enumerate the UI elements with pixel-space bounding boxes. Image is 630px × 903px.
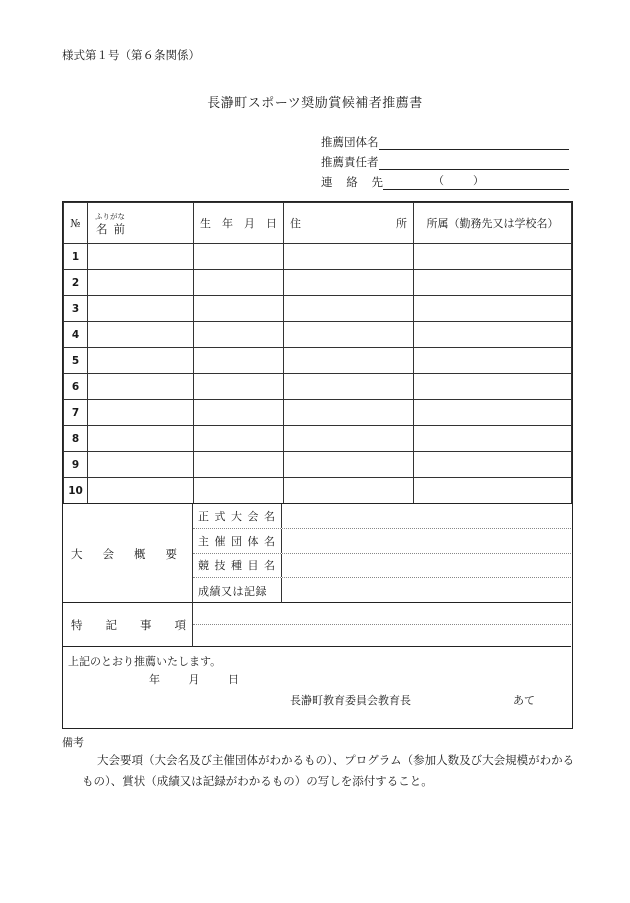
header-affiliation: 所属（勤務先又は学校名） — [414, 203, 572, 244]
address-cell[interactable] — [284, 348, 414, 374]
table-row — [64, 374, 572, 400]
table-row — [64, 400, 572, 426]
label-char: 名 — [264, 559, 275, 573]
document-title: 長瀞町スポーツ奨励賞候補者推薦書 — [207, 96, 423, 111]
day-char: 日 — [228, 673, 239, 686]
name-cell[interactable] — [88, 452, 194, 478]
label-char: 種 — [231, 559, 242, 573]
affiliation-cell[interactable] — [414, 270, 572, 296]
row-number: 8 — [64, 426, 88, 452]
header-no: № — [64, 203, 88, 244]
affiliation-cell[interactable] — [414, 348, 572, 374]
responsible-person-row — [321, 150, 569, 170]
address-cell[interactable] — [284, 452, 414, 478]
table-row — [64, 270, 572, 296]
event-label-char: 概 — [134, 546, 146, 561]
special-notes-field[interactable] — [193, 624, 571, 625]
label-char: 主 — [198, 534, 209, 548]
label-char: 正 — [198, 509, 209, 523]
sport-name-row — [193, 554, 571, 579]
special-notes-section — [63, 603, 571, 647]
special-notes-label — [63, 603, 193, 647]
address-cell[interactable] — [284, 296, 414, 322]
dob-cell[interactable] — [194, 374, 284, 400]
label-char: 競 — [198, 559, 209, 573]
table-row — [64, 244, 572, 270]
dob-cell[interactable] — [194, 478, 284, 504]
notes-label-char: 項 — [174, 618, 186, 632]
form-number: 様式第１号（第６条関係） — [62, 48, 200, 62]
address-cell[interactable] — [284, 322, 414, 348]
label-char: 式 — [214, 509, 226, 523]
name-cell[interactable] — [88, 270, 194, 296]
affiliation-cell[interactable] — [414, 400, 572, 426]
addressee: 長瀞町教育委員会教育長 — [290, 694, 411, 707]
table-header-row — [64, 203, 572, 244]
notes-label-char: 事 — [140, 618, 152, 632]
month-char: 月 — [188, 673, 200, 686]
dob-char: 月 — [244, 217, 255, 230]
name-cell[interactable] — [88, 478, 194, 504]
address-cell[interactable] — [284, 270, 414, 296]
row-number: 6 — [64, 374, 88, 400]
contact-field[interactable] — [383, 176, 569, 190]
row-number: 4 — [64, 322, 88, 348]
paren-close: ） — [473, 174, 484, 187]
label-char: 名 — [264, 534, 275, 548]
label-char: 目 — [247, 559, 259, 573]
notes-label-char: 記 — [105, 618, 117, 632]
row-number: 9 — [64, 452, 88, 478]
dob-cell[interactable] — [194, 270, 284, 296]
row-number: 7 — [64, 400, 88, 426]
label-char: 大 — [231, 509, 242, 523]
name-cell[interactable] — [88, 348, 194, 374]
affiliation-cell[interactable] — [414, 244, 572, 270]
address-char: 所 — [396, 217, 407, 230]
address-cell[interactable] — [284, 400, 414, 426]
dob-cell[interactable] — [194, 348, 284, 374]
result-field[interactable] — [282, 578, 571, 603]
affiliation-cell[interactable] — [414, 322, 572, 348]
event-label-char: 会 — [102, 546, 114, 561]
row-number: 3 — [64, 296, 88, 322]
header-name-label: 名前 — [96, 222, 131, 236]
address-cell[interactable] — [284, 426, 414, 452]
dob-cell[interactable] — [194, 322, 284, 348]
name-cell[interactable] — [88, 400, 194, 426]
label-char: 体 — [247, 534, 259, 548]
header-name — [88, 203, 194, 244]
affiliation-cell[interactable] — [414, 452, 572, 478]
event-label-char: 大 — [71, 546, 83, 561]
event-label-char: 要 — [165, 546, 177, 561]
header-address — [284, 203, 414, 244]
responsible-person-label: 推薦責任者 — [321, 155, 379, 169]
organizer-name-row — [193, 529, 571, 554]
dob-cell[interactable] — [194, 452, 284, 478]
address-char: 住 — [290, 217, 301, 230]
organizer-name-field[interactable] — [282, 529, 571, 553]
result-row — [193, 578, 571, 603]
name-cell[interactable] — [88, 322, 194, 348]
dob-cell[interactable] — [194, 244, 284, 270]
header-furigana: ふりがな — [95, 212, 125, 221]
address-cell[interactable] — [284, 374, 414, 400]
contact-label-char: 連 — [321, 175, 333, 189]
contact-label-char: 絡 — [346, 175, 358, 189]
table-row — [64, 426, 572, 452]
affiliation-cell[interactable] — [414, 296, 572, 322]
organizer-name-label — [193, 529, 282, 553]
header-dob — [194, 203, 284, 244]
name-cell[interactable] — [88, 426, 194, 452]
result-label: 成績又は記録 — [193, 578, 282, 603]
row-number: 10 — [64, 478, 88, 504]
table-row — [64, 452, 572, 478]
org-name-row — [321, 130, 569, 150]
row-number: 5 — [64, 348, 88, 374]
sport-name-field[interactable] — [282, 554, 571, 578]
label-char: 団 — [231, 534, 242, 548]
recommendation-form — [62, 201, 573, 729]
notes-label-char: 特 — [71, 618, 83, 632]
address-cell[interactable] — [284, 244, 414, 270]
paren-open: （ — [433, 174, 444, 187]
address-cell[interactable] — [284, 478, 414, 504]
affiliation-cell[interactable] — [414, 478, 572, 504]
table-row — [64, 348, 572, 374]
official-event-name-row — [193, 504, 571, 529]
label-char: 技 — [214, 559, 226, 573]
dob-cell[interactable] — [194, 400, 284, 426]
name-cell[interactable] — [88, 296, 194, 322]
remarks-heading: 備考 — [62, 736, 84, 749]
sport-name-label — [193, 554, 282, 578]
affiliation-cell[interactable] — [414, 374, 572, 400]
official-event-name-label — [193, 504, 282, 528]
dob-char: 年 — [222, 217, 233, 230]
event-summary-label — [63, 504, 193, 603]
row-number: 1 — [64, 244, 88, 270]
date-line[interactable] — [149, 671, 239, 687]
label-char: 催 — [214, 534, 226, 548]
label-char: 名 — [264, 509, 275, 523]
contact-label — [321, 174, 383, 190]
org-name-field[interactable] — [379, 136, 570, 150]
dob-cell[interactable] — [194, 426, 284, 452]
row-number: 2 — [64, 270, 88, 296]
applicant-block — [321, 130, 569, 190]
dob-char: 生 — [200, 217, 211, 230]
addressee-suffix: あて — [513, 694, 535, 707]
recommend-statement: 上記のとおり推薦いたします。 — [68, 655, 222, 668]
event-summary-section — [63, 504, 571, 603]
official-event-name-field[interactable] — [282, 504, 571, 528]
closing-section — [63, 647, 571, 727]
table-row — [64, 322, 572, 348]
responsible-person-field[interactable] — [379, 156, 570, 170]
org-name-label: 推薦団体名 — [321, 135, 379, 149]
name-cell[interactable] — [88, 244, 194, 270]
table-row — [64, 478, 572, 504]
dob-char: 日 — [266, 217, 277, 230]
affiliation-cell[interactable] — [414, 426, 572, 452]
contact-label-char: 先 — [371, 175, 383, 189]
table-row — [64, 296, 572, 322]
contact-row — [321, 170, 569, 190]
candidate-table — [63, 202, 572, 504]
label-char: 会 — [247, 509, 259, 523]
remarks-body: 大会要項（大会名及び主催団体がわかるもの）、プログラム（参加人数及び大会規模がわかるもの）、賞状（成績又は記録がわかるもの）の写しを添付すること。 — [82, 753, 575, 788]
year-char: 年 — [149, 673, 160, 686]
name-cell[interactable] — [88, 374, 194, 400]
dob-cell[interactable] — [194, 296, 284, 322]
